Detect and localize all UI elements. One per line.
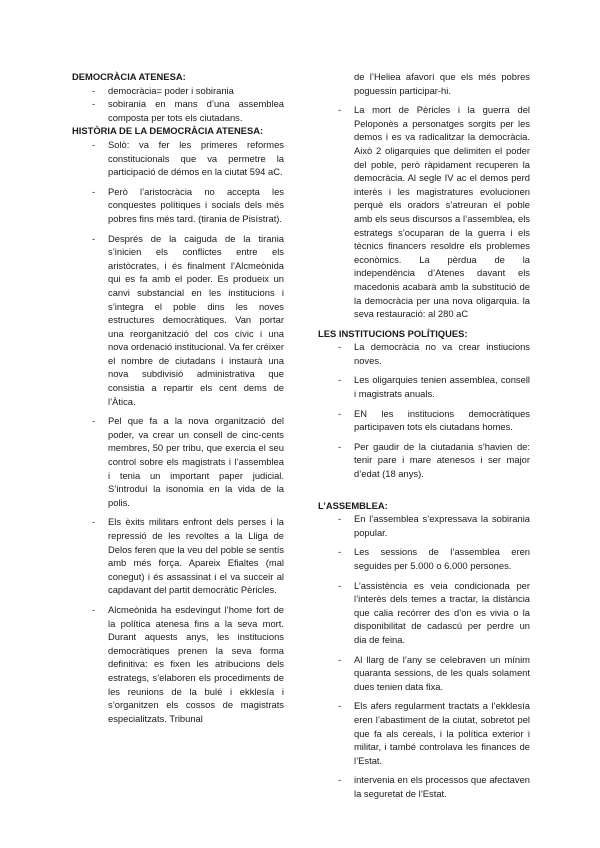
list-item: - Després de la caiguda de la tirania s’inicien els conflictes entre els aristòcrates, i és finalment l’Alcmeònida qui es fa amb el poder. Es produeix un canvi substancial en les institucions i s’integra el poble dins les noves estructures democràtiques. Van portar una reorganització del cos cívic i una nova ordenació institucional. Va fer créixer el nombre de ciutadans i instaurà una nova subdivisió administrativa que consistia a repartir els cent dems de l’Àtica. bbox=[72, 232, 284, 409]
list-item: - L’assistència es veia condicionada per l’interès dels temes a tractar, la distància que calia recórrer des d’on es vivia o la disponibilitat de cadascú per perdre un dia de feina. bbox=[318, 579, 530, 647]
list-item: - intervenia en els processos que afectaven la seguretat de l’Estat. bbox=[318, 773, 530, 800]
section-title-institucions: LES INSTITUCIONS POLÍTIQUES: bbox=[318, 327, 468, 339]
list-item: - La democràcia no va crear instiucions noves. bbox=[318, 340, 530, 367]
continued-text: de l’Heliea afavorí que els més pobres poguessin participar-hi. bbox=[354, 71, 530, 96]
list-item: - Per gaudir de la ciutadania s’havien de: tenir pare i mare atenesos i ser major d’edat (18 anys). bbox=[318, 440, 530, 481]
list-item: - Els èxits militars enfront dels perses i la repressió de les revoltes a la Lliga de Delos feren que la veu del poble se sentís amb més força. Apareix Efialtes (mal conegut) i és assassinat i el va succeir al capdavant del partit democràtic Pèricles. bbox=[72, 515, 284, 597]
list-item: - Però l’aristocràcia no accepta les conquestes polítiques i socials dels més pobres fins més tard. (tirania de Pisístrat). bbox=[72, 185, 284, 226]
list-item: - La mort de Pèricles i la guerra del Peloponès a personatges sorgits per les demos i es va radicalitzar la democràcia. Això 2 oligarquies que delimiten el poder del poble, però ràpidament recuperen la democràcia. Al segle IV ac el demos perd interès i les magistratures evolucionen perquè els oradors s’atreuran el poble amb els seus discursos a l’assemblea, els estrategs s’ocuparan de la guerra i els tècnics financers resoldre els problemes econòmics. La pèrdua de la independència d’Atenes davant els macedonis acabarà amb la substitució de la democràcia per una nova oligarquia. la seva restauració: al 280 aC bbox=[318, 103, 530, 321]
democracia-list bbox=[72, 84, 284, 125]
list-item: - Solò: va fer les primeres reformes constitucionals que va permetre la participació de démos en la ciutat 594 aC. bbox=[72, 138, 284, 179]
list-item: - Les sessions de l’assemblea eren seguides per 5.000 o 6.000 persones. bbox=[318, 545, 530, 572]
assemblea-list bbox=[318, 512, 530, 800]
list-item: - EN les institucions democràtiques participaven tots els ciutadans homes. bbox=[318, 407, 530, 434]
list-item: - Les oligarquies tenien assemblea, consell i magistrats anuals. bbox=[318, 373, 530, 400]
section-title-historia: HISTÒRIA DE LA DEMOCRÀCIA ATENESA: bbox=[72, 125, 264, 137]
list-item: - Els afers regularment tractats a l’ekklesía eren l’abastiment de la ciutat, sobretot pel que fa als cereals, i la política exterior i militar, i també controlava les finances de l’Estat. bbox=[318, 699, 530, 767]
list-item: - democràcia= poder i sobirania bbox=[72, 84, 284, 98]
list-item: - Al llarg de l’any se celebraven un mínim quaranta sessions, de les quals solament dues tenien data fixa. bbox=[318, 653, 530, 694]
right-column bbox=[318, 70, 530, 807]
list-item: - sobirania en mans d’una assemblea composta per tots els ciutadans. bbox=[72, 97, 284, 124]
institucions-list bbox=[318, 340, 530, 480]
section-title-democracia-atenesa: DEMOCRÀCIA ATENESA: bbox=[72, 71, 186, 82]
list-item: - Alcmeònida ha esdevingut l’home fort de la política atenesa fins a la seva mort. Durant aquests anys, les institucions democràtiques prenen la seva forma definitiva: es fixen les atribucions dels estrategs, s’elaboren els procediments de les reunions de la bulé i ekklesía i s’organitzen els cossos de magistrats especialitzats. Tribunal bbox=[72, 603, 284, 725]
historia-list-continued bbox=[318, 103, 530, 321]
left-column bbox=[72, 70, 284, 731]
section-title-assemblea: L’ASSEMBLEA: bbox=[318, 499, 388, 511]
list-item: - En l’assemblea s’expressava la sobirania popular. bbox=[318, 512, 530, 539]
list-item: - Pel que fa a la nova organització del poder, va crear un consell de cinc-cents membres, 50 per tribu, que exercia el seu control sobre els magistrats i l’assemblea i tenia un important paper judicial. S’introduí la isonomia en la vida de la polis. bbox=[72, 414, 284, 509]
historia-list bbox=[72, 138, 284, 725]
